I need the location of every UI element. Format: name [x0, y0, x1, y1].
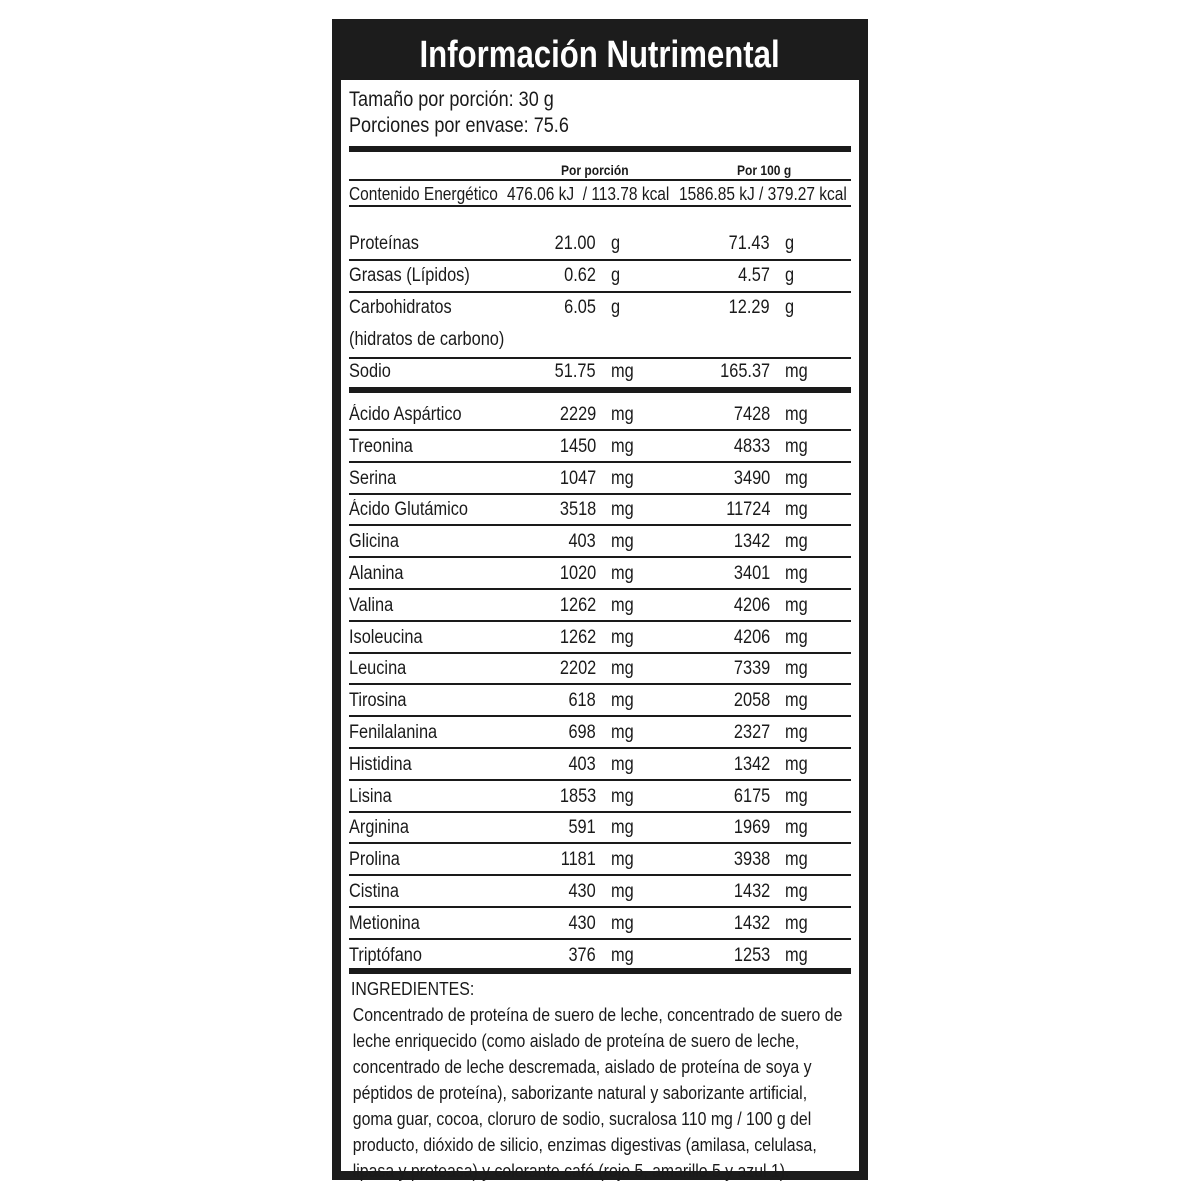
value-per-serving: 1450 [559, 435, 596, 457]
unit-per-serving: mg [611, 849, 634, 871]
value-per-serving: 376 [568, 944, 596, 966]
unit-per-serving: mg [611, 944, 634, 966]
unit-per-serving: mg [611, 531, 634, 553]
nutrient-label: Ácido Aspártico [349, 404, 462, 425]
divider [349, 842, 851, 844]
value-per-100g: 2058 [733, 690, 770, 712]
value-per-100g: 4833 [733, 435, 770, 457]
unit-per-100g: mg [785, 435, 808, 457]
value-per-100g: 3490 [733, 467, 770, 489]
nutrient-label: Leucina [349, 658, 407, 680]
nutrient-label: Metionina [349, 912, 420, 934]
value-per-serving: 1181 [560, 849, 596, 871]
thick-divider [349, 968, 851, 974]
energy-label: Contenido Energético [349, 184, 498, 204]
column-header-per-serving: Por porción [561, 162, 629, 178]
divider [349, 493, 851, 495]
unit-per-serving: mg [611, 817, 634, 839]
unit-per-serving: mg [611, 881, 634, 902]
unit-per-serving: mg [611, 785, 634, 807]
value-per-100g: 12.29 [729, 297, 770, 318]
unit-per-serving: mg [611, 722, 634, 743]
label-body [341, 80, 859, 1181]
unit-per-100g: g [785, 265, 795, 286]
value-per-serving: 698 [568, 722, 596, 743]
nutrient-label: Alanina [349, 563, 404, 584]
nutrient-label: Ácido Glutámico [349, 499, 468, 521]
divider [349, 811, 851, 813]
unit-per-serving: mg [611, 361, 634, 382]
unit-per-serving: mg [611, 658, 634, 680]
value-per-serving: 0.62 [564, 265, 596, 286]
divider [349, 291, 851, 293]
divider [349, 906, 851, 908]
nutrient-label: Proteínas [349, 233, 419, 254]
unit-per-100g: g [785, 233, 795, 254]
nutrient-label: Arginina [349, 817, 409, 839]
value-per-100g: 11724 [725, 499, 770, 521]
value-per-100g: 1342 [733, 531, 770, 553]
nutrient-sublabel: (hidratos de carbono) [349, 329, 505, 350]
value-per-serving: 1853 [559, 785, 596, 807]
unit-per-serving: mg [611, 563, 634, 584]
unit-per-serving: mg [611, 753, 634, 775]
value-per-100g: 1342 [733, 753, 770, 775]
divider [349, 874, 851, 876]
nutrient-label: Grasas (Lípidos) [349, 265, 470, 286]
unit-per-serving: mg [611, 467, 634, 489]
value-per-serving: 1262 [559, 594, 596, 616]
unit-per-100g: mg [785, 722, 808, 743]
energy-per-serving: 476.06 kJ / 113.78 kcal [507, 184, 670, 204]
value-per-serving: 591 [568, 817, 596, 839]
ingredients-text: Concentrado de proteína de suero de leche, concentrado de suero de leche enriquecido (como aislado de proteína de suero de leche, concentrado de leche descremada, aislado de proteína de soya y péptidos de proteína), saborizante natural y saborizante artificial, goma guar, cocoa, cloruro de sodio, sucralosa 110 mg / 100 g del producto, dióxido de silicio, enzimas digestivas (amilasa, celulasa, lipasa y proteasa) y colorante café (rojo 5, amarillo 5 y azul 1). [352, 1005, 843, 1181]
value-per-serving: 6.05 [564, 297, 596, 318]
divider [349, 524, 851, 526]
divider [349, 779, 851, 781]
value-per-100g: 2327 [733, 722, 770, 743]
nutrient-label: Valina [349, 594, 394, 616]
value-per-100g: 165.37 [720, 361, 770, 382]
unit-per-serving: g [611, 233, 621, 254]
divider [349, 620, 851, 622]
thick-divider [349, 146, 851, 152]
value-per-100g: 71.43 [729, 233, 770, 254]
divider [349, 205, 851, 207]
nutrient-label: Histidina [349, 753, 412, 775]
nutrient-label: Isoleucina [349, 626, 423, 648]
unit-per-100g: mg [785, 849, 808, 871]
nutrient-label: Glicina [349, 531, 399, 553]
value-per-serving: 2202 [559, 658, 596, 680]
unit-per-100g: mg [785, 690, 808, 712]
value-per-serving: 51.75 [555, 361, 596, 382]
nutrient-label: Sodio [349, 361, 391, 382]
unit-per-100g: mg [785, 817, 808, 839]
value-per-100g: 3401 [733, 563, 770, 584]
unit-per-serving: mg [611, 499, 634, 521]
nutrient-label: Cistina [349, 881, 399, 902]
unit-per-100g: mg [785, 785, 808, 807]
value-per-serving: 3518 [559, 499, 596, 521]
unit-per-100g: mg [785, 912, 808, 934]
unit-per-serving: mg [611, 435, 634, 457]
unit-per-100g: mg [785, 499, 808, 521]
unit-per-100g: mg [785, 881, 808, 902]
ingredients-section [351, 976, 844, 1184]
unit-per-100g: mg [785, 361, 808, 382]
value-per-100g: 6175 [733, 785, 770, 807]
unit-per-serving: mg [611, 404, 634, 425]
divider [349, 179, 851, 181]
value-per-100g: 7428 [733, 404, 770, 425]
unit-per-serving: mg [611, 912, 634, 934]
value-per-100g: 4206 [733, 594, 770, 616]
label-title [332, 33, 868, 77]
unit-per-100g: mg [785, 658, 808, 680]
title-text: Información Nutrimental [419, 34, 781, 76]
nutrient-label: Treonina [349, 435, 413, 457]
value-per-serving: 1262 [559, 626, 596, 648]
value-per-100g: 1253 [733, 944, 770, 966]
nutrient-label: Lisina [349, 785, 392, 807]
value-per-100g: 7339 [733, 658, 770, 680]
nutrient-label: Tirosina [349, 690, 407, 712]
serving-size: Tamaño por porción: 30 g [349, 88, 554, 111]
value-per-100g: 4206 [733, 626, 770, 648]
value-per-serving: 1020 [559, 563, 596, 584]
value-per-serving: 21.00 [555, 233, 596, 254]
divider [349, 715, 851, 717]
nutrient-label: Fenilalanina [349, 722, 438, 743]
unit-per-100g: mg [785, 467, 808, 489]
servings-per-container: Porciones por envase: 75.6 [349, 114, 569, 137]
value-per-100g: 1969 [733, 817, 770, 839]
unit-per-serving: mg [611, 626, 634, 648]
nutrient-label: Carbohidratos [349, 297, 452, 318]
unit-per-100g: mg [785, 594, 808, 616]
energy-per-100g: 1586.85 kJ / 379.27 kcal [679, 184, 847, 204]
divider [349, 259, 851, 261]
divider [349, 747, 851, 749]
value-per-100g: 4.57 [738, 265, 770, 286]
nutrient-label: Triptófano [349, 944, 422, 966]
value-per-serving: 403 [568, 753, 596, 775]
unit-per-serving: mg [611, 690, 634, 712]
value-per-serving: 430 [568, 881, 596, 902]
value-per-serving: 2229 [559, 404, 596, 425]
divider [349, 938, 851, 940]
divider [349, 683, 851, 685]
ingredients-heading: INGREDIENTES: [351, 979, 475, 999]
value-per-serving: 430 [568, 912, 596, 934]
column-header-per-100g: Por 100 g [737, 162, 792, 178]
value-per-100g: 3938 [733, 849, 770, 871]
divider [349, 429, 851, 431]
unit-per-serving: g [611, 297, 621, 318]
unit-per-100g: g [785, 297, 795, 318]
unit-per-100g: mg [785, 626, 808, 648]
unit-per-serving: g [611, 265, 621, 286]
divider [349, 461, 851, 463]
value-per-serving: 403 [568, 531, 596, 553]
value-per-serving: 618 [568, 690, 596, 712]
divider [349, 652, 851, 654]
nutrient-label: Serina [349, 467, 397, 489]
unit-per-100g: mg [785, 404, 808, 425]
thick-divider [349, 387, 851, 393]
value-per-serving: 1047 [559, 467, 596, 489]
divider [349, 588, 851, 590]
unit-per-100g: mg [785, 531, 808, 553]
unit-per-100g: mg [785, 944, 808, 966]
nutrient-label: Prolina [349, 849, 400, 871]
unit-per-100g: mg [785, 753, 808, 775]
unit-per-100g: mg [785, 563, 808, 584]
divider [349, 357, 851, 359]
divider [349, 556, 851, 558]
value-per-100g: 1432 [733, 912, 770, 934]
value-per-100g: 1432 [733, 881, 770, 902]
nutrition-label [332, 19, 868, 1180]
unit-per-serving: mg [611, 594, 634, 616]
